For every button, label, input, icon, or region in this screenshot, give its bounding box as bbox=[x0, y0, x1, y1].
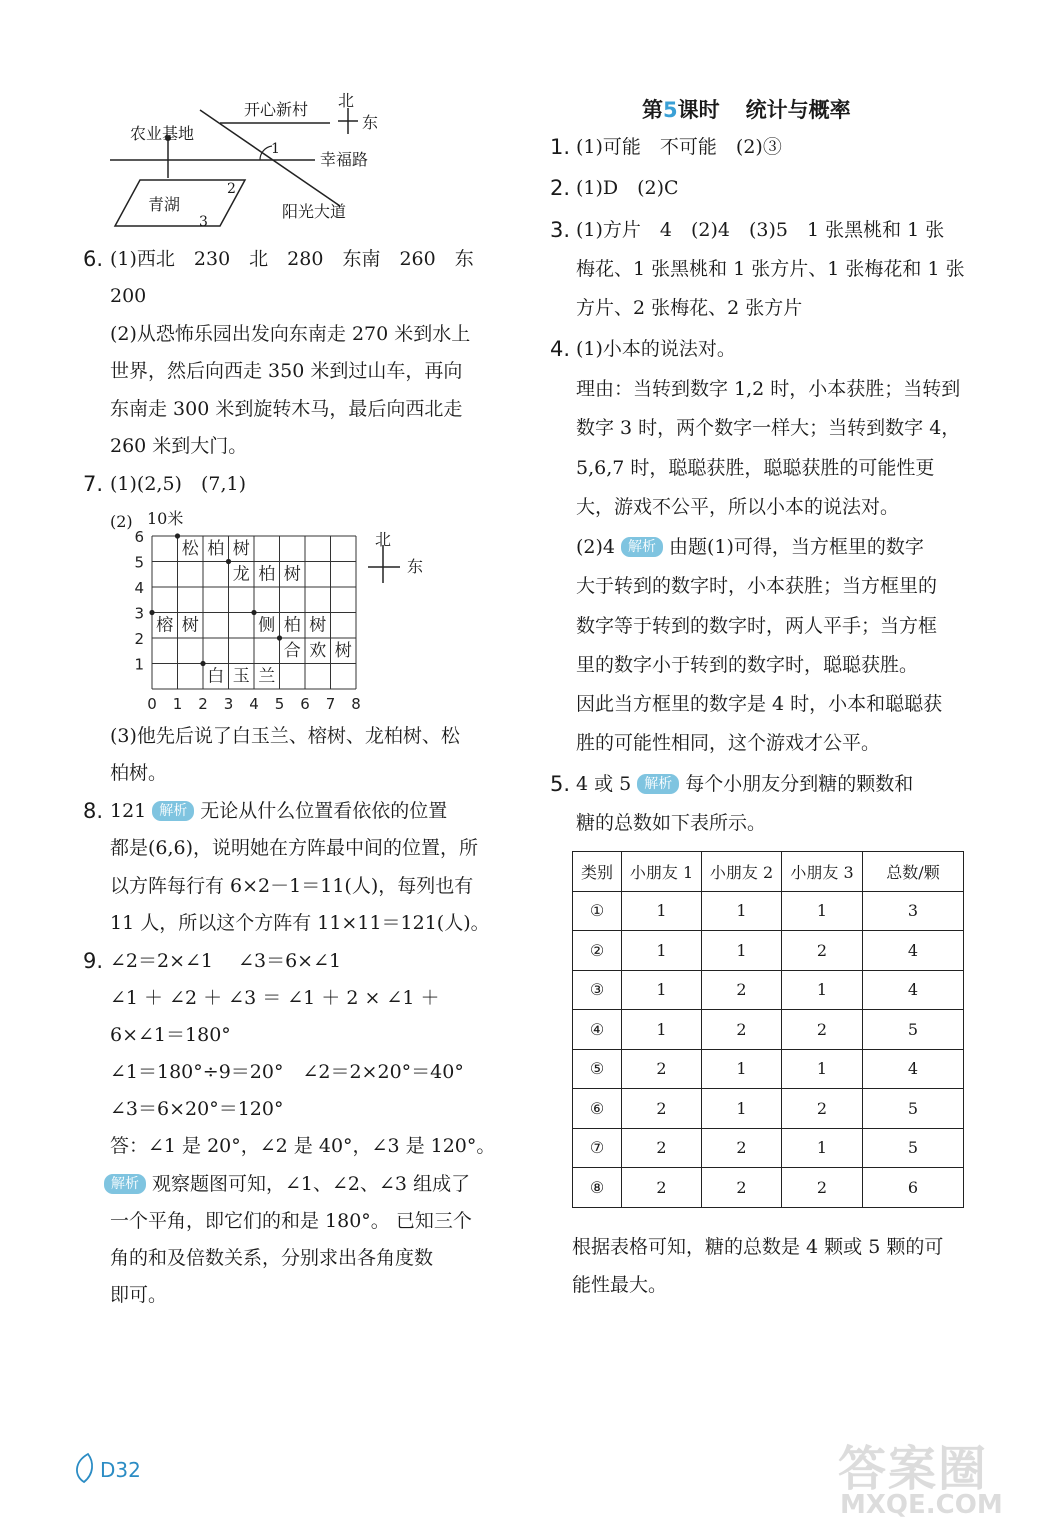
section-number: 5 bbox=[663, 98, 678, 122]
lake-label: 青湖 bbox=[148, 195, 181, 214]
r4-line: 5,6,7 时，聪聪获胜，聪聪获胜的可能性更 bbox=[576, 457, 935, 479]
table-cell: 2 bbox=[782, 931, 863, 971]
grid-scale-label: 10米 bbox=[147, 509, 184, 528]
r4-line: (1)小本的说法对。 bbox=[576, 338, 736, 360]
q9-line: 答：∠1 是 20°，∠2 是 40°，∠3 是 120°。 bbox=[110, 1135, 496, 1157]
table-row-label: ⑤ bbox=[573, 1049, 622, 1089]
q7-number: 7. bbox=[83, 472, 104, 496]
table-row bbox=[573, 1128, 964, 1168]
tree-label: 柏 bbox=[283, 615, 301, 636]
tree-point bbox=[277, 635, 282, 640]
avenue-label: 阳光大道 bbox=[282, 202, 347, 221]
q9-line: 6×∠1＝180° bbox=[110, 1024, 231, 1046]
table-header-cell: 小朋友 3 bbox=[782, 852, 863, 892]
village-label: 开心新村 bbox=[244, 100, 309, 119]
tree-label: 柏 bbox=[258, 564, 276, 585]
table-header-row bbox=[573, 852, 964, 892]
table-row bbox=[573, 891, 964, 931]
table-cell: 1 bbox=[782, 970, 863, 1010]
table-row-label: ① bbox=[573, 891, 622, 931]
tree-label: 欢 bbox=[309, 641, 327, 661]
q9-explanation-first bbox=[104, 1172, 470, 1196]
r4-line: 数字 3 时，两个数字一样大；当转到数字 4， bbox=[576, 417, 961, 439]
analysis-badge: 解析 bbox=[621, 537, 663, 557]
q9-line: ∠1 ＋ ∠2 ＋ ∠3 ＝ ∠1 ＋ 2 × ∠1 ＋ bbox=[110, 987, 440, 1009]
q6-number: 6. bbox=[83, 247, 104, 271]
r5-conclusion-line: 能性最大。 bbox=[572, 1274, 668, 1296]
r4-line: 理由：当转到数字 1,2 时，小本获胜；当转到 bbox=[576, 378, 961, 400]
table-cell: 1 bbox=[702, 931, 782, 971]
q7-part2: (2) bbox=[110, 512, 133, 531]
tree-label: 榕 bbox=[156, 615, 174, 636]
x-tick-label: 3 bbox=[223, 695, 234, 713]
table-row-label: ③ bbox=[573, 970, 622, 1010]
tree-label: 树 bbox=[232, 539, 250, 559]
table-row-label: ② bbox=[573, 931, 622, 971]
x-tick-label: 5 bbox=[274, 695, 285, 713]
tree-label: 兰 bbox=[258, 666, 276, 687]
page-number: D32 bbox=[100, 1458, 141, 1482]
r3-line: 梅花、1 张黑桃和 1 张方片、1 张梅花和 1 张 bbox=[576, 258, 965, 280]
table-cell: 2 bbox=[782, 1168, 863, 1208]
table-row bbox=[573, 931, 964, 971]
table-cell: 1 bbox=[782, 891, 863, 931]
table-row-label: ④ bbox=[573, 1010, 622, 1050]
table-cell: 2 bbox=[782, 1089, 863, 1129]
r1-number: 1. bbox=[550, 135, 571, 159]
road-label: 幸福路 bbox=[320, 150, 369, 169]
r4-part2-answer: (2)4 bbox=[576, 536, 616, 558]
r5-answer: 4 或 5 bbox=[576, 773, 632, 795]
y-tick-label: 3 bbox=[134, 604, 144, 623]
tree-label: 树 bbox=[283, 564, 301, 585]
q6-line: 260 米到大门。 bbox=[110, 435, 248, 457]
x-tick-label: 7 bbox=[325, 695, 336, 713]
table-row bbox=[573, 970, 964, 1010]
r3-line: 方片、2 张梅花、2 张方片 bbox=[576, 297, 803, 319]
q8-number: 8. bbox=[83, 799, 104, 823]
table-header-cell: 小朋友 1 bbox=[622, 852, 702, 892]
q6-line: 世界，然后向西走 350 米到过山车，再向 bbox=[110, 360, 463, 382]
tree-point bbox=[149, 610, 154, 615]
y-tick-label: 6 bbox=[134, 528, 144, 546]
table-cell: 1 bbox=[782, 1128, 863, 1168]
tree-point bbox=[251, 610, 256, 615]
table-cell: 2 bbox=[622, 1128, 702, 1168]
table-row bbox=[573, 1049, 964, 1089]
grid-compass-east: 东 bbox=[407, 557, 424, 576]
x-tick-label: 6 bbox=[300, 695, 310, 713]
coordinate-grid bbox=[130, 525, 440, 715]
table-cell: 1 bbox=[622, 891, 702, 931]
watermark-logo: 答案圈 bbox=[838, 1441, 989, 1497]
section-title bbox=[642, 94, 851, 124]
r4-part2-line: 大于转到的数字时，小本获胜；当方框里的 bbox=[576, 575, 938, 597]
q6-line: 200 bbox=[110, 285, 147, 307]
table-cell: 2 bbox=[622, 1089, 702, 1129]
table-cell: 1 bbox=[702, 891, 782, 931]
table-cell: 1 bbox=[782, 1049, 863, 1089]
r4-number: 4. bbox=[550, 337, 571, 361]
r4-part2-line: 因此当方框里的数字是 4 时，小本和聪聪获 bbox=[576, 693, 943, 715]
x-tick-label: 4 bbox=[249, 695, 259, 713]
tree-point bbox=[175, 533, 180, 538]
section-suffix: 课时 bbox=[677, 98, 720, 122]
tree-label: 合 bbox=[283, 641, 301, 661]
q6-line: (1)西北 230 北 280 东南 260 东 bbox=[110, 248, 474, 270]
table-header-cell: 总数/颗 bbox=[863, 852, 964, 892]
table-row-label: ⑧ bbox=[573, 1168, 622, 1208]
analysis-badge: 解析 bbox=[104, 1174, 146, 1194]
table-header-cell: 小朋友 2 bbox=[702, 852, 782, 892]
r4-part2-line: 里的数字小于转到的数字时，聪聪获胜。 bbox=[576, 654, 919, 676]
tree-label: 玉 bbox=[232, 666, 250, 687]
q8-line: 11 人，所以这个方阵有 11×11＝121(人)。 bbox=[110, 912, 490, 934]
table-cell: 2 bbox=[702, 1168, 782, 1208]
candy-distribution-table bbox=[572, 851, 964, 1208]
y-tick-label: 4 bbox=[134, 579, 144, 597]
q9-line: ∠2＝2×∠1 ∠3＝6×∠1 bbox=[110, 950, 342, 972]
leaf-icon bbox=[72, 1452, 98, 1484]
r4-part2-line: 数字等于转到的数字时，两人平手；当方框 bbox=[576, 615, 938, 637]
r5-first-line bbox=[576, 772, 913, 796]
table-cell: 5 bbox=[863, 1128, 964, 1168]
q9-explanation-line: 角的和及倍数关系，分别求出各角度数 bbox=[110, 1247, 434, 1269]
r2-number: 2. bbox=[550, 176, 571, 200]
q9-number: 9. bbox=[83, 949, 104, 973]
table-cell: 2 bbox=[622, 1049, 702, 1089]
table-cell: 3 bbox=[863, 891, 964, 931]
tree-label: 树 bbox=[181, 615, 199, 636]
r4-part2-explanation: 由题(1)可得，当方框里的数字 bbox=[669, 536, 924, 558]
q8-explanation: 无论从什么位置看依依的位置 bbox=[200, 800, 448, 822]
x-tick-label: 1 bbox=[172, 695, 183, 713]
tree-label: 白 bbox=[207, 666, 225, 687]
q8-answer: 121 bbox=[110, 800, 147, 822]
tree-label: 侧 bbox=[258, 615, 276, 636]
q8-line: 都是(6,6)，说明她在方阵最中间的位置，所 bbox=[110, 837, 479, 859]
table-cell: 4 bbox=[863, 931, 964, 971]
r3-line: (1)方片 4 (2)4 (3)5 1 张黑桃和 1 张 bbox=[576, 219, 945, 241]
r4-line: 大，游戏不公平，所以小本的说法对。 bbox=[576, 496, 900, 518]
q8-line: 以方阵每行有 6×2－1＝11(人)，每列也有 bbox=[110, 875, 474, 897]
section-name: 统计与概率 bbox=[745, 98, 851, 122]
table-row bbox=[573, 1168, 964, 1208]
table-cell: 2 bbox=[702, 970, 782, 1010]
analysis-badge: 解析 bbox=[637, 774, 679, 794]
compass-east-label: 东 bbox=[362, 113, 379, 132]
table-cell: 2 bbox=[782, 1010, 863, 1050]
table-cell: 4 bbox=[863, 970, 964, 1010]
tree-point bbox=[200, 661, 205, 666]
q6-line: 东南走 300 米到旋转木马，最后向西北走 bbox=[110, 398, 463, 420]
tree-label: 树 bbox=[334, 641, 352, 661]
table-cell: 5 bbox=[863, 1010, 964, 1050]
table-cell: 1 bbox=[622, 1010, 702, 1050]
q9-explanation: 观察题图可知，∠1、∠2、∠3 组成了 bbox=[152, 1173, 471, 1195]
r4-part2-first bbox=[576, 535, 924, 559]
r1-line: (1)可能 不可能 (2)③ bbox=[576, 136, 782, 158]
table-row-label: ⑥ bbox=[573, 1089, 622, 1129]
table-row-label: ⑦ bbox=[573, 1128, 622, 1168]
analysis-badge: 解析 bbox=[152, 801, 194, 821]
r2-line: (1)D (2)C bbox=[576, 177, 679, 199]
tree-point bbox=[226, 559, 231, 564]
table-cell: 5 bbox=[863, 1089, 964, 1129]
tree-label: 龙 bbox=[232, 564, 250, 585]
q6-line: (2)从恐怖乐园出发向东南走 270 米到水上 bbox=[110, 323, 471, 345]
q9-line: ∠1＝180°÷9＝20° ∠2＝2×20°＝40° bbox=[110, 1061, 464, 1083]
table-header-cell: 类别 bbox=[573, 852, 622, 892]
q9-line: ∠3＝6×20°＝120° bbox=[110, 1098, 284, 1120]
compass-north-label: 北 bbox=[338, 91, 355, 110]
table-cell: 1 bbox=[622, 931, 702, 971]
q7-line: 柏树。 bbox=[110, 762, 168, 784]
angle-3-label: 3 bbox=[199, 214, 208, 230]
tree-label: 松 bbox=[181, 539, 199, 559]
r3-number: 3. bbox=[550, 218, 571, 242]
q7-line: (1)(2,5) (7,1) bbox=[110, 473, 246, 495]
tree-label: 树 bbox=[309, 615, 327, 636]
farm-label: 农业基地 bbox=[130, 124, 195, 143]
table-cell: 1 bbox=[702, 1049, 782, 1089]
watermark-url: MXQE.COM bbox=[840, 1490, 1003, 1520]
table-cell: 1 bbox=[702, 1089, 782, 1129]
table-cell: 6 bbox=[863, 1168, 964, 1208]
r5-conclusion-line: 根据表格可知，糖的总数是 4 颗或 5 颗的可 bbox=[572, 1236, 944, 1258]
y-tick-label: 2 bbox=[134, 630, 144, 648]
angle-1-label: 1 bbox=[271, 141, 280, 157]
r5-explanation: 每个小朋友分到糖的颗数和 bbox=[685, 773, 914, 795]
q9-explanation-line: 即可。 bbox=[110, 1284, 168, 1306]
y-tick-label: 5 bbox=[134, 553, 144, 572]
q8-first-line bbox=[110, 799, 447, 823]
x-tick-label: 0 bbox=[147, 695, 157, 713]
table-cell: 4 bbox=[863, 1049, 964, 1089]
table-cell: 1 bbox=[622, 970, 702, 1010]
table-cell: 2 bbox=[702, 1128, 782, 1168]
grid-compass-north: 北 bbox=[375, 530, 392, 549]
section-prefix: 第 bbox=[642, 98, 663, 122]
x-tick-label: 2 bbox=[198, 695, 208, 713]
y-tick-label: 1 bbox=[134, 655, 144, 674]
x-tick-label: 8 bbox=[351, 695, 361, 713]
table-row bbox=[573, 1089, 964, 1129]
q7-line: (3)他先后说了白玉兰、榕树、龙柏树、松 bbox=[110, 725, 460, 747]
q9-explanation-line: 一个平角，即它们的和是 180°。 已知三个 bbox=[110, 1210, 472, 1232]
r5-number: 5. bbox=[550, 772, 571, 796]
table-cell: 2 bbox=[622, 1168, 702, 1208]
angle-2-label: 2 bbox=[227, 181, 236, 197]
r4-part2-line: 胜的可能性相同，这个游戏才公平。 bbox=[576, 732, 881, 754]
tree-label: 柏 bbox=[207, 539, 225, 559]
table-row bbox=[573, 1010, 964, 1050]
table-cell: 2 bbox=[702, 1010, 782, 1050]
r5-line: 糖的总数如下表所示。 bbox=[576, 812, 767, 834]
